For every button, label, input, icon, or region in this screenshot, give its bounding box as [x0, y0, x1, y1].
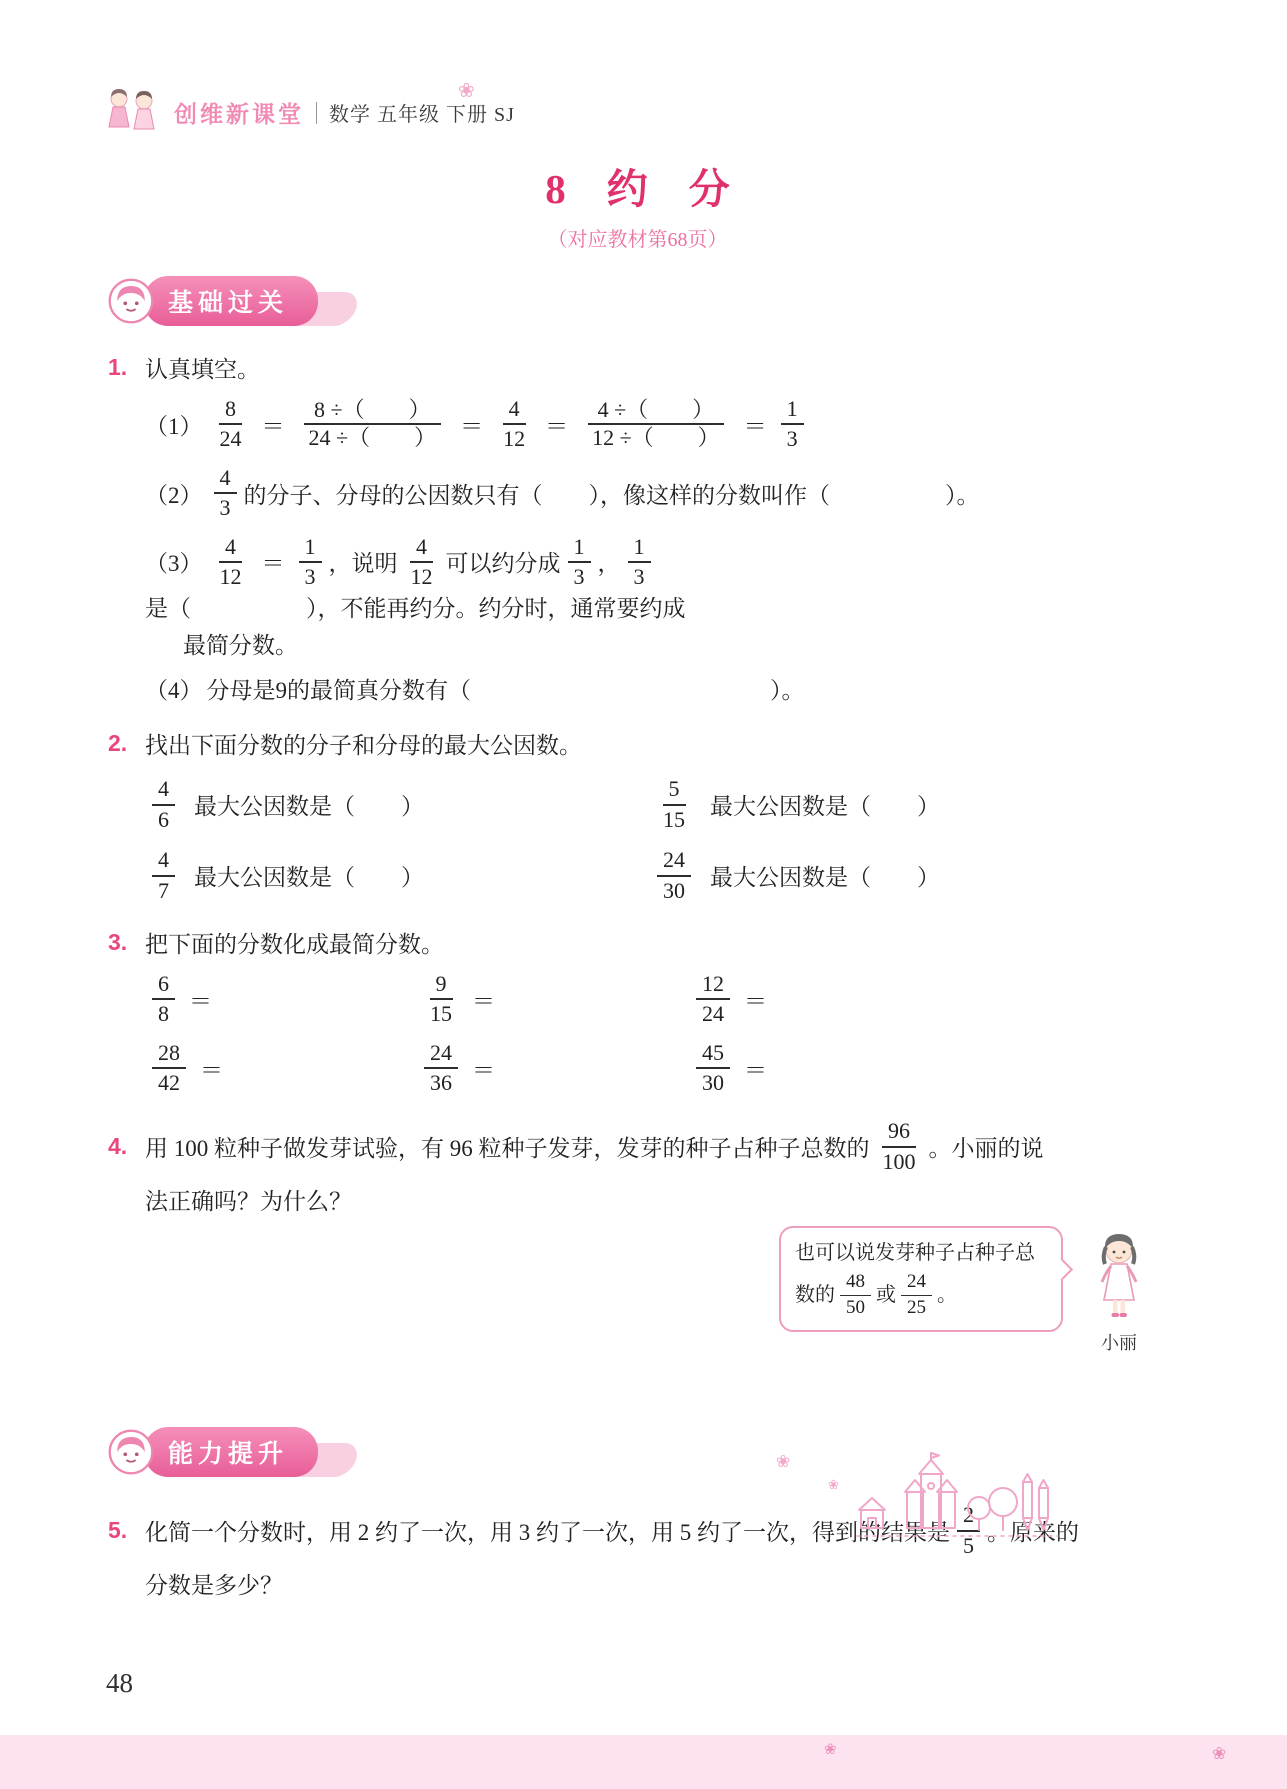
denominator: 12	[410, 563, 433, 589]
denominator: 15	[663, 806, 685, 832]
lesson-subtitle: （对应教材第68页）	[547, 229, 728, 251]
castle-trees-pencils-illustration	[855, 1452, 1060, 1549]
denominator: 7	[158, 877, 169, 903]
denominator: 30	[663, 877, 685, 903]
lesson-title: 8 约 分	[545, 166, 730, 212]
numerator: 2	[957, 1502, 980, 1531]
gcf-label: 最大公因数是（ ）	[194, 794, 424, 820]
fraction	[152, 776, 175, 833]
badge-label: 能力提升	[144, 1427, 318, 1477]
fraction	[877, 1118, 922, 1175]
girls-illustration-icon	[104, 86, 162, 139]
character-xiaoli	[1079, 1226, 1159, 1355]
part-label: （3）	[145, 551, 203, 577]
girl-face-icon	[108, 1429, 154, 1475]
fraction	[299, 534, 322, 591]
gcf-label: 最大公因数是（ ）	[194, 865, 424, 891]
question-stem: 把下面的分数化成最简分数。	[145, 931, 444, 957]
denominator: 12 ÷（ ）	[592, 425, 720, 451]
fraction	[781, 396, 804, 453]
fraction	[497, 396, 531, 453]
equals-sign: ＝	[261, 551, 285, 577]
fraction	[152, 1040, 186, 1097]
flower-icon: ❀	[1212, 1744, 1227, 1764]
numerator: 4	[219, 534, 242, 563]
equals-sign: ＝	[261, 413, 285, 439]
denominator: 6	[158, 806, 169, 832]
numerator: 1	[299, 534, 322, 563]
q1-part-2	[145, 465, 1167, 522]
flower-icon: ❀	[828, 1478, 839, 1493]
section-badge-advanced	[108, 1429, 318, 1475]
numerator: 8	[219, 396, 242, 425]
denominator: 3	[633, 563, 645, 589]
fraction	[424, 1040, 458, 1097]
numerator: 4	[410, 534, 433, 563]
denominator: 3	[304, 563, 316, 589]
header-divider	[316, 102, 317, 124]
equals-sign: ＝	[200, 1057, 223, 1083]
part-text: 可以约分成	[445, 551, 561, 577]
question-1	[108, 351, 1167, 705]
question-stem: 认真填空。	[145, 357, 260, 382]
fraction	[628, 534, 651, 591]
part-text: 分母是9的最简真分数有（ ）。	[206, 678, 805, 704]
numerator: 1	[568, 534, 591, 563]
denominator: 50	[846, 1297, 865, 1319]
numerator: 4	[503, 396, 526, 425]
numerator: 45	[696, 1040, 730, 1069]
numerator: 8 ÷（ ）	[304, 397, 441, 425]
numerator: 4	[214, 465, 237, 494]
question-text: 。小丽的说	[928, 1136, 1044, 1162]
fraction	[657, 776, 691, 833]
q3-item	[145, 971, 417, 1028]
denominator: 3	[786, 426, 798, 452]
denominator: 100	[882, 1148, 916, 1174]
bubble-line-2	[795, 1271, 1047, 1320]
q2-grid	[145, 776, 1167, 904]
part-label: （4）	[145, 678, 203, 704]
question-text: 。原来的	[987, 1520, 1079, 1546]
fraction	[568, 534, 591, 591]
q3-item	[417, 971, 689, 1028]
denominator: 24	[702, 1001, 724, 1027]
brand-name: 创维新课堂	[174, 102, 304, 127]
bubble-line-1: 也可以说发芽种子占种子总	[795, 1242, 1035, 1265]
q1-part-4	[145, 672, 1167, 705]
badge-label: 基础过关	[144, 276, 318, 326]
q3-item	[145, 1040, 417, 1097]
character-name: 小丽	[1101, 1333, 1137, 1354]
q4-line-2: 法正确吗？为什么？	[145, 1189, 352, 1215]
part-label: （2）	[145, 482, 203, 508]
denominator: 15	[430, 1001, 452, 1027]
denominator: 3	[219, 495, 231, 521]
equals-sign: ＝	[472, 988, 495, 1014]
question-number: 1.	[108, 354, 128, 380]
numerator: 4 ÷（ ）	[588, 397, 725, 425]
numerator: 24	[657, 847, 691, 876]
question-stem: 找出下面分数的分子和分母的最大公因数。	[145, 733, 582, 759]
q3-grid	[145, 971, 1167, 1097]
q3-item	[689, 1040, 1167, 1097]
q2-stem-row	[108, 727, 1167, 760]
q4-line-1	[108, 1118, 1167, 1175]
bubble-text: 数的	[795, 1284, 835, 1307]
page-number: 48	[106, 1668, 133, 1698]
section-badge-basic	[108, 278, 318, 324]
bubble-text: 。	[937, 1284, 957, 1307]
flower-icon: ❀	[458, 78, 475, 102]
numerator: 96	[882, 1118, 916, 1147]
q4-hint-row	[108, 1226, 1167, 1355]
q1-part-3	[145, 534, 1167, 624]
q3-item	[417, 1040, 689, 1097]
fraction	[152, 847, 175, 904]
q1-part-1	[145, 396, 1167, 453]
q3-item	[689, 971, 1167, 1028]
question-number: 3.	[108, 928, 128, 955]
fraction	[214, 534, 248, 591]
gcf-label: 最大公因数是（ ）	[710, 865, 940, 891]
girl-illustration-icon	[1087, 1226, 1151, 1327]
bubble-text: 或	[876, 1284, 896, 1307]
fraction	[840, 1271, 871, 1320]
numerator: 6	[152, 971, 175, 1000]
denominator: 42	[158, 1070, 180, 1096]
fraction	[214, 396, 248, 453]
q2-item	[650, 847, 1167, 904]
question-2	[108, 727, 1167, 904]
question-number: 2.	[108, 730, 128, 757]
fraction	[657, 847, 691, 904]
equals-sign: ＝	[189, 988, 212, 1014]
question-number: 4.	[108, 1133, 128, 1160]
question-4	[108, 1118, 1167, 1355]
flower-icon: ❀	[824, 1740, 837, 1758]
equals-sign: ＝	[472, 1057, 495, 1083]
part-text: ，说明	[328, 551, 398, 577]
fraction	[696, 971, 730, 1028]
denominator: 12	[219, 563, 242, 589]
q2-item	[145, 776, 650, 833]
question-text: 用 100 粒种子做发芽试验，有 96 粒种子发芽，发芽的种子占种子总数的	[145, 1136, 870, 1162]
fraction	[901, 1271, 932, 1320]
q2-item	[650, 776, 1167, 833]
q1-part-3-continued: 最简分数。	[183, 633, 298, 659]
numerator: 24	[424, 1040, 458, 1069]
numerator: 24	[901, 1271, 932, 1296]
part-text: 是（ ），不能再约分。约分时，通常要约成	[145, 596, 686, 622]
equals-sign: ＝	[743, 413, 767, 439]
denominator: 25	[907, 1297, 926, 1319]
part-text: 的分子、分母的公因数只有（ ），像这样的分数叫作（ ）。	[243, 482, 980, 508]
fraction	[152, 971, 175, 1028]
denominator: 5	[963, 1532, 974, 1558]
fraction	[214, 465, 237, 522]
numerator: 1	[781, 396, 804, 425]
book-meta: 数学 五年级 下册 SJ	[329, 104, 515, 126]
fraction-expression	[582, 397, 730, 452]
equals-sign: ＝	[545, 413, 569, 439]
denominator: 36	[430, 1070, 452, 1096]
equals-sign: ＝	[744, 1057, 767, 1083]
numerator: 1	[628, 534, 651, 563]
q3-stem-row	[108, 926, 1167, 959]
numerator: 12	[696, 971, 730, 1000]
numerator: 4	[152, 847, 175, 876]
denominator: 12	[503, 426, 526, 452]
part-label: （1）	[145, 413, 203, 439]
numerator: 5	[663, 776, 686, 805]
fraction	[405, 534, 439, 591]
equals-sign: ＝	[460, 413, 484, 439]
gcf-label: 最大公因数是（ ）	[710, 794, 940, 820]
fraction	[424, 971, 458, 1028]
bottom-band	[0, 1735, 1287, 1789]
flower-icon: ❀	[776, 1452, 791, 1472]
page-header	[104, 86, 515, 139]
girl-face-icon	[108, 278, 154, 324]
equals-sign: ＝	[744, 988, 767, 1014]
speech-bubble	[779, 1226, 1063, 1332]
q5-line-2: 分数是多少？	[145, 1573, 283, 1599]
denominator: 30	[702, 1070, 724, 1096]
denominator: 24 ÷（ ）	[308, 425, 437, 451]
part-text: ，	[597, 551, 621, 577]
fraction	[696, 1040, 730, 1097]
numerator: 4	[152, 776, 175, 805]
q1-stem-row	[108, 351, 1167, 384]
q2-item	[145, 847, 650, 904]
question-text: 化简一个分数时，用 2 约了一次，用 3 约了一次，用 5 约了一次，得到的结果是	[145, 1520, 950, 1546]
numerator: 28	[152, 1040, 186, 1069]
question-number: 5.	[108, 1517, 128, 1544]
numerator: 9	[430, 971, 453, 1000]
denominator: 3	[573, 563, 585, 589]
denominator: 24	[219, 426, 242, 452]
fraction-expression	[299, 397, 447, 452]
denominator: 8	[158, 1001, 169, 1027]
question-3	[108, 926, 1167, 1097]
numerator: 48	[840, 1271, 871, 1296]
